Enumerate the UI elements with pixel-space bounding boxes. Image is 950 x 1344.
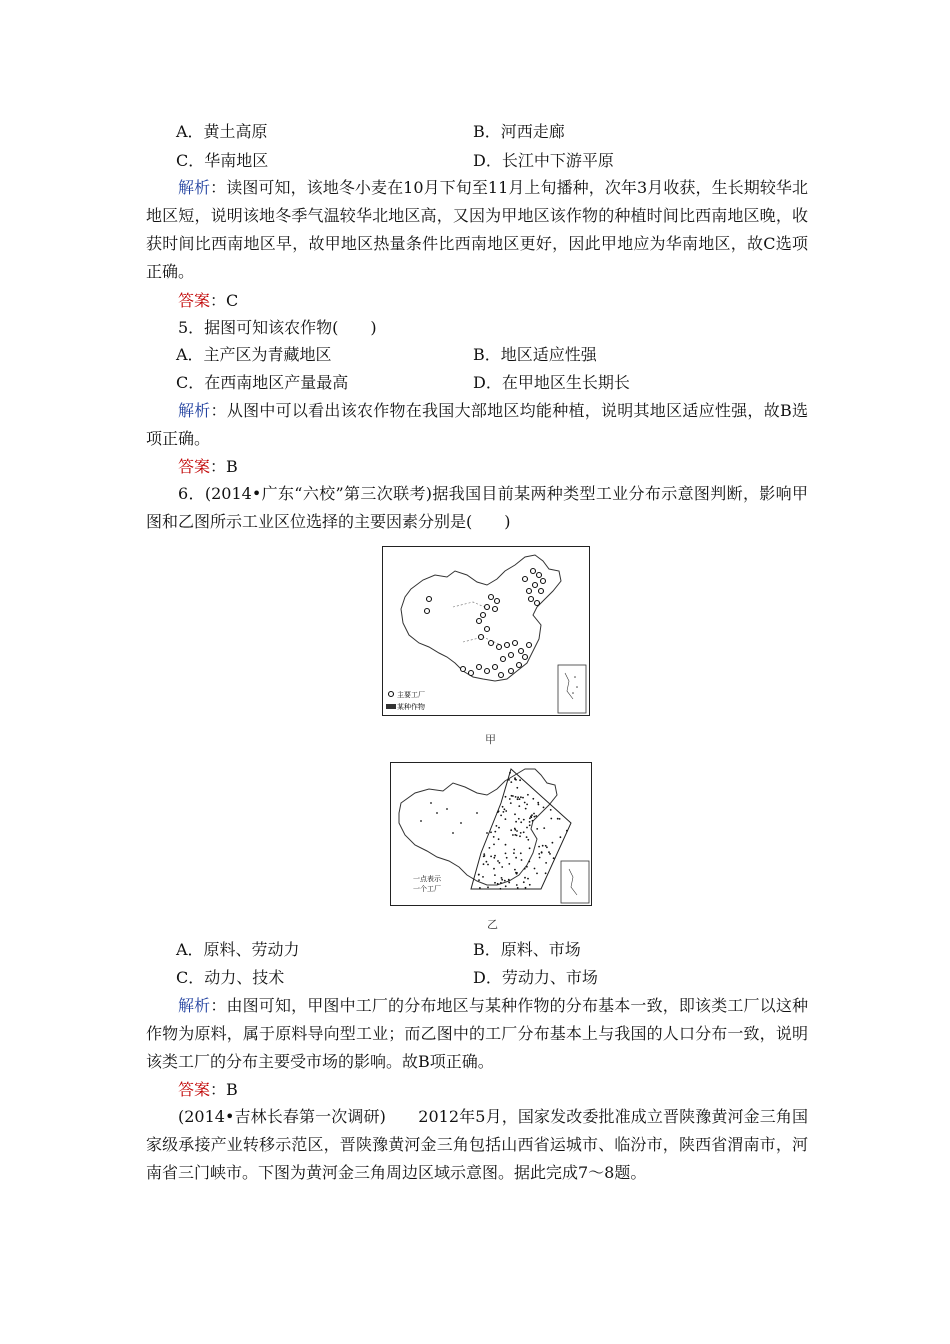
q7-8-intro: (2014•吉林长春第一次调研) 2012年5月，国家发改委批准成立晋陕豫黄河金三角国家级承接产业转移示范区，晋陕豫黄河金三角包括山西省运城市、临汾市，陕西省渭南市，河南省三门峡市。下图为黄河金三角周边区域示意图。据此完成7～8题。 [146,1107,808,1182]
answer-value: ：B [210,1080,238,1099]
factory-dot [539,857,541,859]
factory-dot [514,834,516,836]
factory-dot [508,879,510,881]
factory-dot [520,832,522,834]
factory-dot [529,817,531,819]
map-figure-jia [382,546,590,716]
factory-dot [524,868,526,870]
factory-dot [436,812,438,814]
factory-dot [516,830,518,832]
factory-dot [484,855,486,857]
factory-dot [509,798,511,800]
factory-dot [516,884,518,886]
analysis-text: ：由图可知，甲图中工厂的分布地区与某种作物的分布基本一致，即该类工厂以这种作物为原料，属于原料导向型工业；而乙图中的工厂分布基本上与我国的人口分布一致，说明该类工厂的分布主要受市场的影响。故B项正确。 [146,996,808,1071]
legend-factory-label: 主要工厂 [397,691,425,699]
factory-dot [497,860,499,862]
factory-dot [536,828,538,830]
answer-label: 答案 [178,291,211,310]
factory-dot [514,778,516,780]
factory-dot [494,874,496,876]
analysis-text: ：从图中可以看出该农作物在我国大部地区均能种植，说明其地区适应性强，故B选项正确。 [146,401,808,448]
factory-dot [523,819,525,821]
q5-option-a: A．主产区为青藏地区 [176,345,332,364]
factory-dot [525,887,527,889]
factory-dot [520,796,522,798]
factory-dot [525,808,527,810]
factory-dot [493,836,495,838]
factory-dot [501,866,503,868]
factory-dot [527,878,529,880]
factory-dot [548,851,550,853]
factory-dot [498,838,500,840]
factory-dot [531,814,533,816]
factory-dot [527,839,529,841]
factory-dot [546,846,548,848]
factory-dot [538,853,540,855]
factory-dot [566,830,568,832]
factory-dot [535,815,537,817]
factory-dot [505,818,507,820]
factory-dot [496,825,498,827]
factory-dot [545,862,547,864]
factory-dot [532,798,534,800]
answer-value: ：B [210,457,238,476]
factory-dot [512,795,514,797]
q6-option-b: B．原料、市场 [473,940,581,959]
analysis-text: ：读图可知，该地冬小麦在10月下旬至11月上旬播种，次年3月收获，生长期较华北地区短，说明该地冬季气温较华北地区高，又因为甲地区该作物的种植时间比西南地区晚，收获时间比西南地区早，故甲地区热量条件比西南地区更好，因此甲地应为华南地区，故C选项正确。 [146,178,808,281]
factory-dot [503,811,505,813]
factory-dot [489,847,491,849]
factory-dot [557,818,559,820]
analysis-label: 解析 [178,996,211,1015]
answer-label: 答案 [178,457,211,476]
factory-dot [529,847,531,849]
factory-dot [516,872,518,874]
factory-dot [543,827,545,829]
factory-dot [510,802,512,804]
factory-dot [559,818,561,820]
q6-option-d: D．劳动力、市场 [473,968,598,987]
factory-dot [494,831,496,833]
factory-dot [490,831,492,833]
factory-dot [534,868,536,870]
q4-option-a: A．黄土高原 [176,122,268,141]
factory-dot [529,821,531,823]
q4-option-c: C．华南地区 [176,151,269,170]
factory-dot [534,816,536,818]
factory-dot [420,820,422,822]
factory-dot [478,879,480,881]
factory-dot [505,810,507,812]
factory-dot [493,868,495,870]
figure-caption-yi: 乙 [487,918,498,931]
factory-dot [526,836,528,838]
factory-dot [506,857,508,859]
factory-dot [515,857,517,859]
factory-dot [527,794,529,796]
factory-dot [519,779,521,781]
china-map-jia [383,547,589,715]
factory-dot [524,802,526,804]
factory-dot [543,807,545,809]
factory-dot [542,845,544,847]
factory-dot [550,809,552,811]
factory-dot [500,888,502,890]
legend-dot-text-1: 一点表示 [413,875,441,883]
china-map-yi [391,763,591,905]
factory-dot [505,796,507,798]
factory-dot [545,845,547,847]
factory-dot [493,844,495,846]
factory-dot [524,877,526,879]
factory-dot [498,810,500,812]
q5-answer [178,457,238,477]
q5-option-c: C．在西南地区产量最高 [176,373,349,392]
factory-dot [500,882,502,884]
q5-analysis [146,397,808,453]
factory-dot [452,832,454,834]
factory-dot [510,781,512,783]
factory-dot [483,863,485,865]
factory-dot [505,885,507,887]
factory-dot [514,828,516,830]
factory-dot [446,808,448,810]
factory-dot [515,796,517,798]
factory-dot [514,813,516,815]
factory-dot [517,796,519,798]
factory-dot [522,797,524,799]
factory-dot [505,844,507,846]
factory-dot [541,851,543,853]
factory-dot [487,864,489,866]
factory-dot [516,787,518,789]
factory-dot [430,802,432,804]
analysis-label: 解析 [178,178,211,197]
factory-dot [502,806,504,808]
factory-dot [494,855,496,857]
factory-dot [526,866,528,868]
factory-dot [513,849,515,851]
factory-dot [508,863,510,865]
analysis-label: 解析 [178,401,211,420]
q6-option-c: C．动力、技术 [176,968,285,987]
factory-dot [533,813,535,815]
q5-stem: 5．据图可知该农作物( ) [178,318,377,337]
q5-option-d: D．在甲地区生长期长 [473,373,630,392]
factory-dot [483,853,485,855]
factory-dot [529,824,531,826]
factory-dot [518,805,520,807]
factory-dot [523,881,525,883]
factory-dot [538,846,540,848]
factory-dot [508,779,510,781]
q5-option-b: B．地区适应性强 [473,345,597,364]
factory-dot [553,857,555,859]
factory-dot [499,862,501,864]
factory-dot [498,827,500,829]
factory-dot [523,831,525,833]
q6-option-a: A．原料、劳动力 [176,940,300,959]
q4-option-d: D．长江中下游平原 [473,151,614,170]
legend-crop-icon [386,704,396,709]
factory-dot [514,869,516,871]
q4-option-b: B．河西走廊 [473,122,565,141]
factory-dot [501,877,503,879]
factory-dot [494,882,496,884]
factory-dot [536,873,538,875]
factory-dot [490,856,492,858]
factory-dot [505,853,507,855]
factory-dot [510,829,512,831]
factory-dot [478,874,480,876]
factory-dot [517,887,519,889]
q6-answer [178,1080,238,1100]
legend-crop-label: 某种作物 [397,703,425,711]
factory-dot [537,802,539,804]
factory-dot [519,835,521,837]
factory-dot [550,818,552,820]
factory-dot [528,861,530,863]
factory-dot [532,820,534,822]
factory-dot [460,822,462,824]
factory-dot [513,852,515,854]
factory-dot [486,832,488,834]
factory-dot [509,772,511,774]
factory-dot [520,852,522,854]
legend-dot-text-2: 一个工厂 [413,885,441,893]
factory-dot [552,842,554,844]
factory-dot [518,818,520,820]
legend-factory-icon [389,692,394,697]
factory-dot [520,821,522,823]
factory-dot [538,804,540,806]
factory-dot [493,857,495,859]
q6-analysis [146,992,808,1076]
factory-dot [497,883,499,885]
q4-answer [178,291,238,311]
q6-stem: 6．(2014•广东“六校”第三次联考)据我国目前某两种类型工业分布示意图判断，影响甲图和乙图所示工业区位选择的主要因素分别是( ) [146,484,808,531]
factory-dot [545,872,547,874]
figure-caption-jia: 甲 [485,733,496,746]
factory-dot [504,880,506,882]
factory-dot [519,798,521,800]
factory-dot [526,827,528,829]
factory-dot [482,876,484,878]
q4-analysis [146,174,808,286]
factory-dot [479,887,481,889]
factory-dot [476,812,478,814]
factory-dot [486,861,488,863]
factory-dot [512,834,514,836]
factory-dot [521,859,523,861]
answer-value: ：C [210,291,239,310]
factory-dot [517,798,519,800]
map-figure-yi [390,762,592,906]
factory-dot [526,804,528,806]
factory-dot [560,836,562,838]
factory-dot [515,821,517,823]
answer-label: 答案 [178,1080,211,1099]
factory-dot [504,808,506,810]
factory-dot [501,879,503,881]
factory-dot [508,882,510,884]
factory-dot [487,886,489,888]
factory-dot [500,815,502,817]
factory-dot [529,884,531,886]
factory-dot [549,853,551,855]
